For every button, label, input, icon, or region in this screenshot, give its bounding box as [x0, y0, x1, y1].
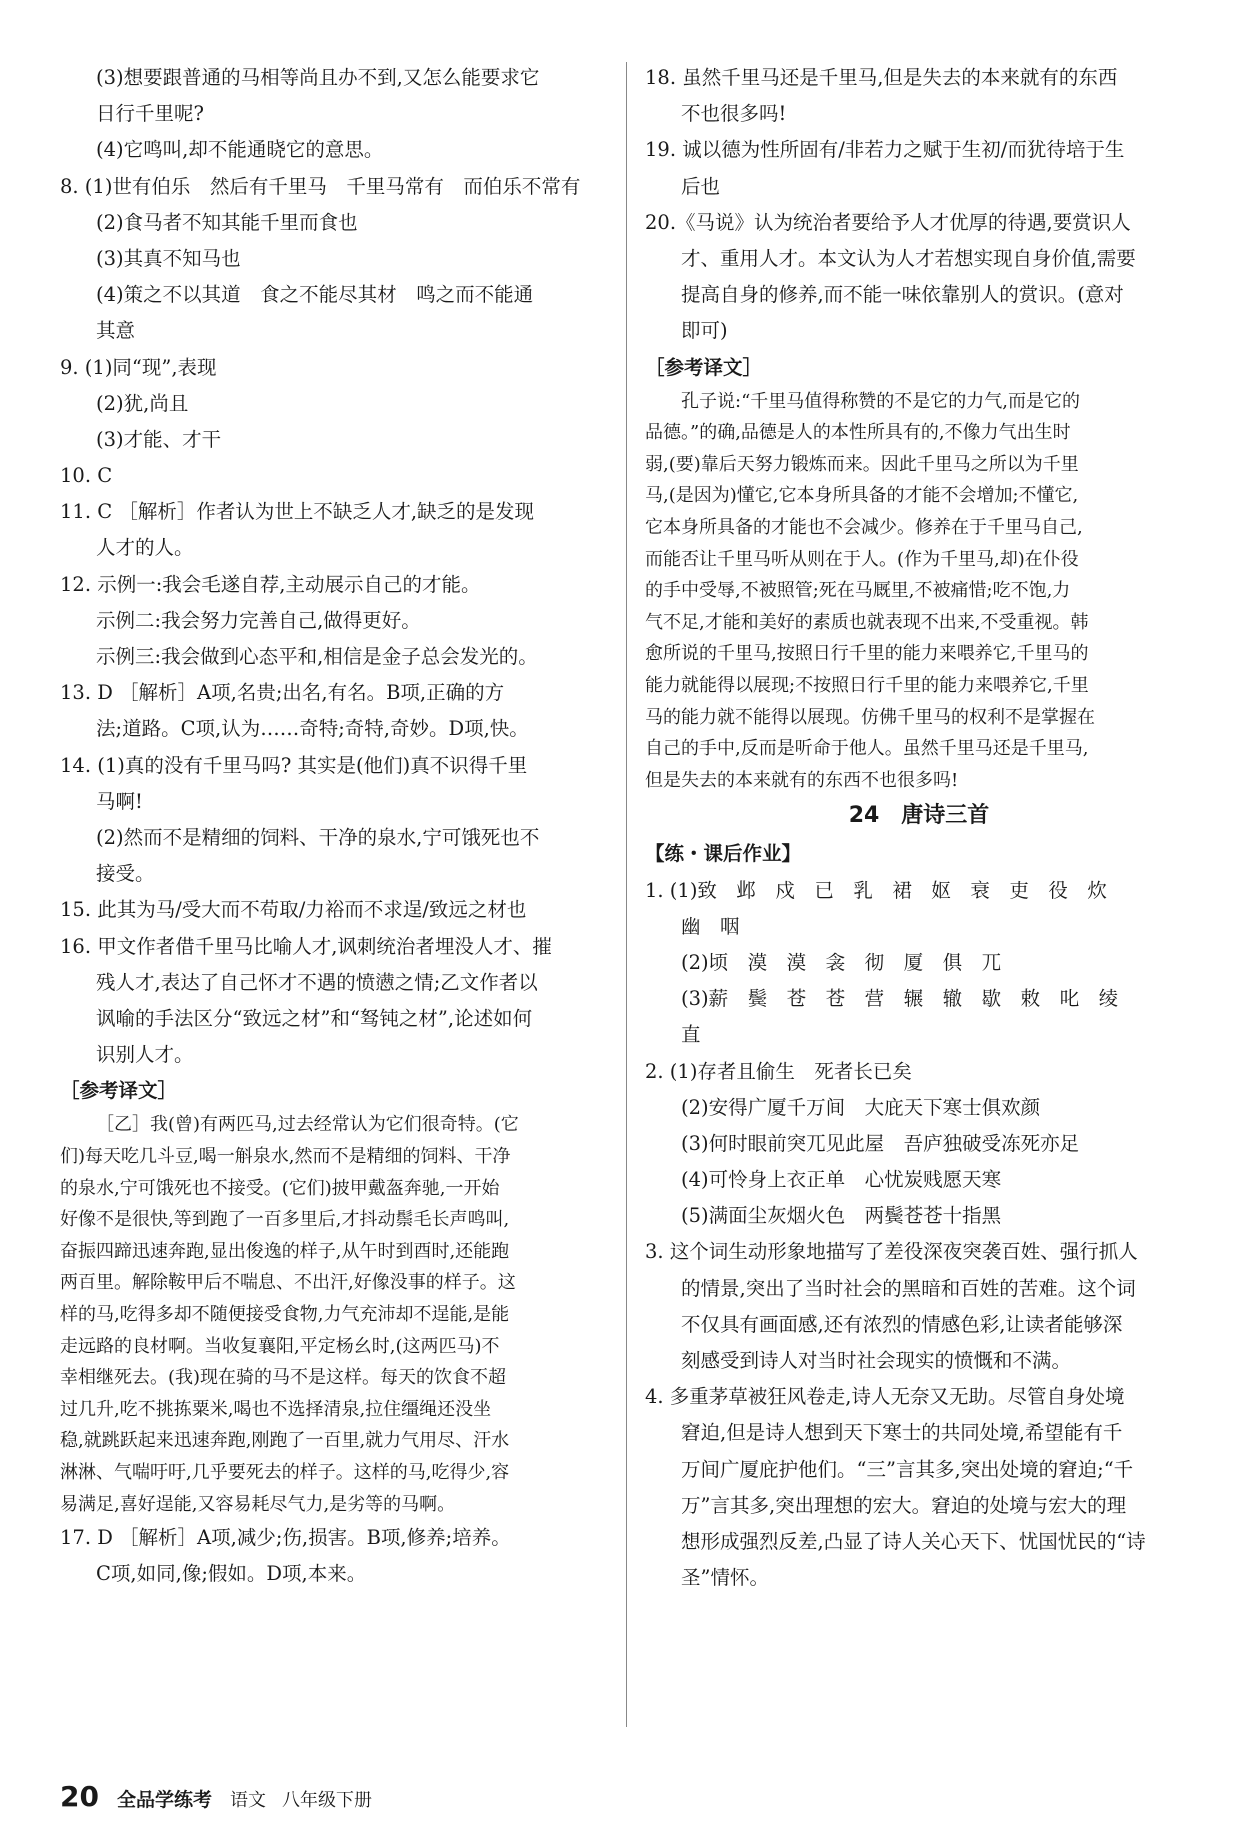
text-line: 残人才,表达了自己怀才不遇的愤懑之情;乙文作者以: [96, 970, 538, 994]
text-line: 万间广厦庇护他们。“三”言其多,突出处境的窘迫;“千: [681, 1457, 1134, 1481]
text-line: (3)其真不知马也: [96, 246, 241, 270]
text-line: 马的能力就不能得以展现。仿佛千里马的权利不是掌握在: [645, 706, 1095, 728]
text-line: (4)它鸣叫,却不能通晓它的意思。: [96, 138, 384, 162]
text-line: 想形成强烈反差,凸显了诗人关心天下、忧国忧民的“诗: [681, 1529, 1146, 1553]
text-line: 直: [681, 1023, 701, 1047]
text-line: 的泉水,宁可饿死也不接受。(它们)披甲戴盔奔驰,一开始: [60, 1177, 500, 1199]
text-line: 幸相继死去。(我)现在骑的马不是这样。每天的饮食不超: [60, 1367, 507, 1389]
right-column: [645, 60, 1193, 1596]
text-line: (4)策之不以其道 食之不能尽其材 鸣之而不能通: [96, 283, 534, 307]
text-line: (2)食马者不知其能千里而食也: [96, 210, 358, 234]
text-line: 幽 咽: [681, 914, 740, 938]
text-line: 不仅具有画面感,还有浓烈的情感色彩,让读者能够深: [681, 1312, 1123, 1336]
text-line: 4. 多重茅草被狂风卷走,诗人无奈又无助。尽管自身处境: [645, 1385, 1125, 1409]
left-column: [60, 60, 608, 1593]
text-line: 的手中受辱,不被照管;死在马厩里,不被痛惜;吃不饱,力: [645, 580, 1071, 602]
text-line: 气不足,才能和美好的素质也就表现不出来,不受重视。韩: [645, 611, 1089, 633]
text-line: 品德。”的确,品德是人的本性所具有的,不像力气出生时: [645, 422, 1071, 444]
text-line: 马,(是因为)懂它,它本身所具备的才能不会增加;不懂它,: [645, 485, 1079, 507]
text-line: 淋淋、气喘吁吁,几乎要死去的样子。这样的马,吃得少,容: [60, 1461, 510, 1483]
text-line: ［参考译文］: [60, 1079, 178, 1103]
text-line: C项,如同,像;假如。D项,本来。: [96, 1562, 367, 1586]
text-line: 走远路的良材啊。当收复襄阳,平定杨幺时,(这两匹马)不: [60, 1335, 500, 1357]
text-line: 3. 这个词生动形象地描写了差役深夜突袭百姓、强行抓人: [645, 1240, 1138, 1264]
text-line: 8. (1)世有伯乐 然后有千里马 千里马常有 而伯乐不常有: [60, 174, 581, 198]
text-line: 19. 诚以德为性所固有/非若力之赋于生初/而犹待培于生: [645, 138, 1125, 162]
text-line: 才、重用人才。本文认为人才若想实现自身价值,需要: [681, 246, 1136, 270]
text-line: 法;道路。C项,认为……奇特;奇特,奇妙。D项,快。: [96, 717, 529, 741]
text-line: 12. 示例一:我会毛遂自荐,主动展示自己的才能。: [60, 572, 481, 596]
text-line: (2)犹,尚且: [96, 391, 189, 415]
text-line: 日行千里呢?: [96, 102, 204, 126]
text-line: 们)每天吃几斗豆,喝一斛泉水,然而不是精细的饲料、干净: [60, 1146, 511, 1168]
text-line: 接受。: [96, 862, 155, 886]
text-line: 18. 虽然千里马还是千里马,但是失去的本来就有的东西: [645, 66, 1118, 89]
text-line: 2. (1)存者且偷生 死者长已矣: [645, 1059, 912, 1083]
grade-label: 八年级下册: [281, 1790, 372, 1811]
text-line: 1. (1)致 邺 戍 已 乳 裙 妪 衰 吏 役 炊: [645, 878, 1107, 902]
text-line: (2)安得广厦千万间 大庇天下寒士俱欢颜: [681, 1095, 1041, 1119]
text-line: (3)何时眼前突兀见此屋 吾庐独破受冻死亦足: [681, 1131, 1080, 1155]
text-line: 的情景,突出了当时社会的黑暗和百姓的苦难。这个词: [681, 1276, 1136, 1300]
page-number: 20: [60, 1780, 99, 1813]
text-line: 14. (1)真的没有千里马吗? 其实是(他们)真不识得千里: [60, 753, 528, 777]
page-footer: [60, 1780, 372, 1820]
text-line: 讽喻的手法区分“致远之材”和“驽钝之材”,论述如何: [96, 1006, 533, 1030]
text-line: 样的马,吃得多却不随便接受食物,力气充沛却不逞能,是能: [60, 1304, 510, 1325]
text-line: (5)满面尘灰烟火色 两鬓苍苍十指黑: [681, 1204, 1002, 1228]
text-line: 愈所说的千里马,按照日行千里的能力来喂养它,千里马的: [645, 643, 1089, 665]
text-line: (4)可怜身上衣正单 心忧炭贱愿天寒: [681, 1168, 1002, 1192]
text-line: 而能否让千里马听从则在于人。(作为千里马,却)在仆役: [645, 548, 1079, 570]
text-line: 窘迫,但是诗人想到天下寒士的共同处境,希望能有千: [681, 1421, 1123, 1445]
text-line: 提高自身的修养,而不能一味依靠别人的赏识。(意对: [681, 283, 1124, 307]
text-line: 24 唐诗三首: [848, 803, 990, 829]
text-line: 但是失去的本来就有的东西不也很多吗!: [645, 769, 959, 791]
text-line: 能力就能得以展现;不按照日行千里的能力来喂养它,千里: [645, 675, 1089, 697]
text-line: 不也很多吗!: [681, 102, 787, 126]
text-line: 万”言其多,突出理想的宏大。窘迫的处境与宏大的理: [681, 1493, 1127, 1517]
text-line: 奋振四蹄迅速奔跑,显出俊逸的样子,从午时到酉时,还能跑: [60, 1240, 510, 1262]
text-line: (2)然而不是精细的饲料、干净的泉水,宁可饿死也不: [96, 825, 540, 849]
brand-name: 全品学练考: [116, 1789, 212, 1811]
text-line: 17. D ［解析］A项,减少;伤,损害。B项,修养;培养。: [60, 1526, 511, 1550]
subject-label: 语文: [229, 1790, 266, 1811]
text-line: 示例三:我会做到心态平和,相信是金子总会发光的。: [96, 645, 538, 668]
text-line: 马啊!: [96, 789, 143, 813]
text-line: 【练・课后作业】: [645, 842, 802, 866]
text-line: (3)才能、才干: [96, 427, 222, 451]
text-line: 它本身所具备的才能也不会减少。修养在于千里马自己,: [645, 517, 1083, 539]
text-line: 人才的人。: [96, 536, 194, 560]
text-line: 后也: [681, 174, 721, 198]
text-line: 识别人才。: [96, 1043, 194, 1067]
text-line: (3)薪 鬓 苍 苍 营 辗 辙 歇 敕 叱 绫: [681, 987, 1119, 1011]
text-line: 20.《马说》认为统治者要给予人才优厚的待遇,要赏识人: [645, 210, 1131, 234]
text-line: 好像不是很快,等到跑了一百多里后,才抖动鬃毛长声鸣叫,: [60, 1209, 510, 1231]
text-line: 两百里。解除鞍甲后不喘息、不出汗,好像没事的样子。这: [60, 1272, 516, 1294]
text-line: 10. C: [60, 464, 113, 488]
text-line: 13. D ［解析］A项,名贵;出名,有名。B项,正确的方: [60, 681, 505, 705]
text-line: 孔子说:“千里马值得称赞的不是它的力气,而是它的: [681, 390, 1080, 412]
text-line: 即可): [681, 319, 728, 343]
text-line: 刻感受到诗人对当时社会现实的愤慨和不满。: [681, 1349, 1072, 1373]
column-divider: [626, 62, 627, 1727]
text-line: 15. 此其为马/受大而不苟取/力裕而不求逞/致远之材也: [60, 898, 527, 922]
text-line: 易满足,喜好逞能,又容易耗尽气力,是劣等的马啊。: [60, 1493, 456, 1515]
text-line: 圣”情怀。: [681, 1566, 769, 1590]
text-line: ［乙］我(曾)有两匹马,过去经常认为它们很奇特。(它: [96, 1114, 519, 1136]
text-line: (2)顷 漠 漠 衾 彻 厦 俱 兀: [681, 950, 1002, 974]
text-line: 弱,(要)靠后天努力锻炼而来。因此千里马之所以为千里: [645, 453, 1079, 475]
text-line: 示例二:我会努力完善自己,做得更好。: [96, 608, 421, 632]
text-line: 稳,就跳跃起来迅速奔跑,刚跑了一百里,就力气用尽、汗水: [60, 1430, 510, 1452]
text-line: 过几升,吃不挑拣粟米,喝也不选择清泉,拉住缰绳还没坐: [60, 1398, 492, 1420]
text-line: 9. (1)同“现”,表现: [60, 355, 217, 379]
text-line: 自己的手中,反而是听命于他人。虽然千里马还是千里马,: [645, 738, 1089, 760]
text-line: 11. C ［解析］作者认为世上不缺乏人才,缺乏的是发现: [60, 500, 535, 524]
text-line: 其意: [96, 319, 136, 343]
text-line: (3)想要跟普通的马相等尚且办不到,又怎么能要求它: [96, 66, 540, 89]
text-line: 16. 甲文作者借千里马比喻人才,讽刺统治者埋没人才、摧: [60, 934, 552, 958]
text-line: ［参考译文］: [645, 355, 763, 379]
